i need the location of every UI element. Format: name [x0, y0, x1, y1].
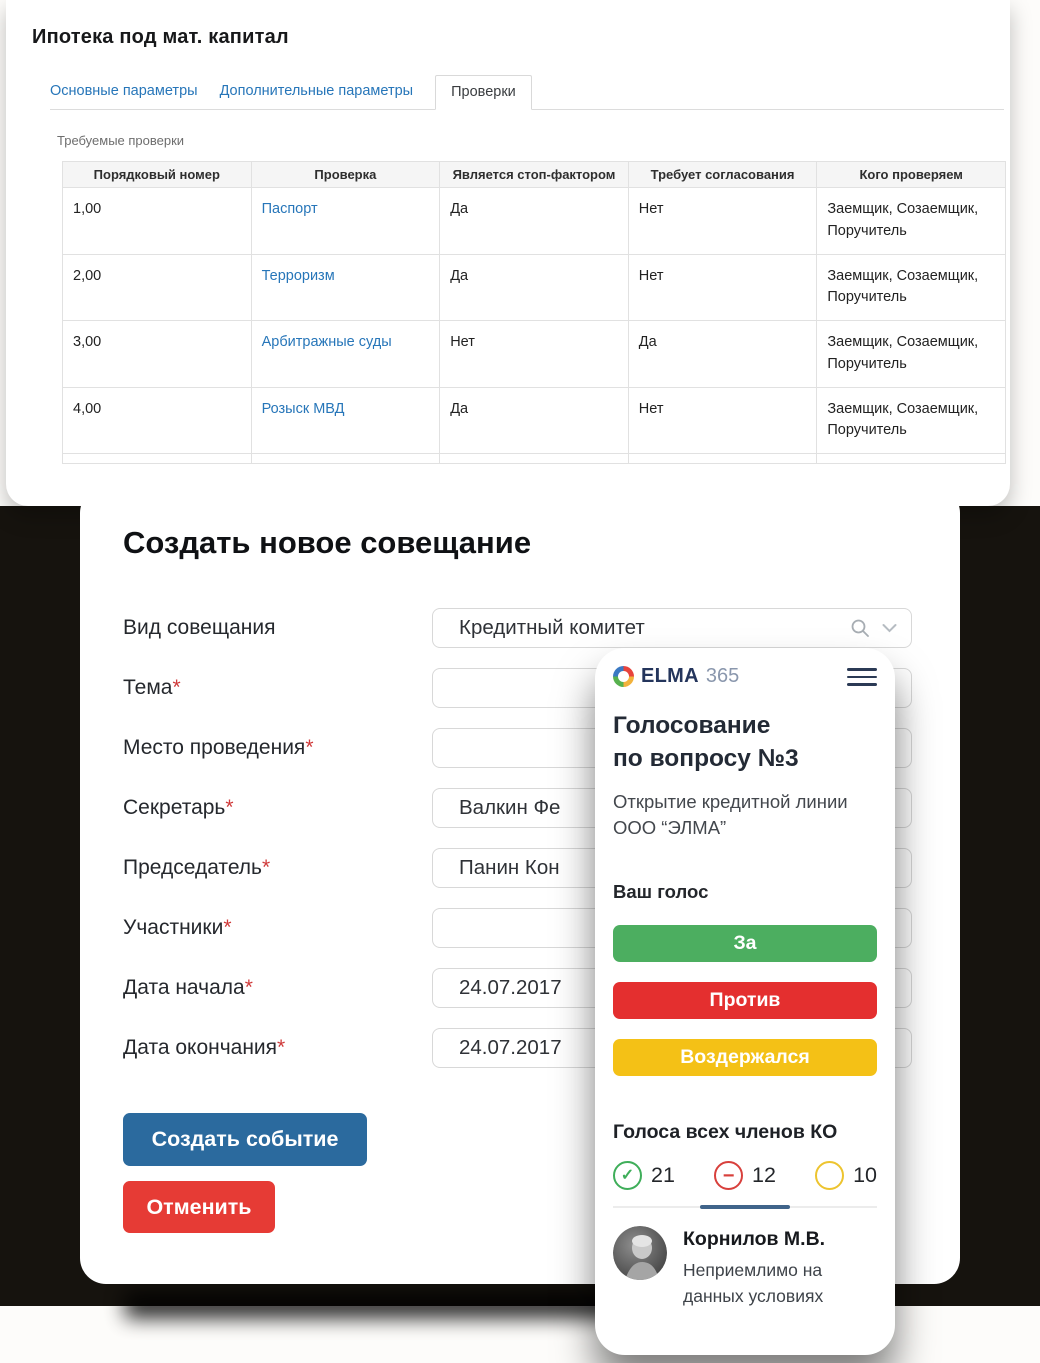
- cell-check-link[interactable]: Терроризм: [251, 254, 440, 321]
- total-abstained: 10: [815, 1161, 877, 1190]
- cell-check-link[interactable]: Розыск МВД: [251, 387, 440, 454]
- hamburger-menu-icon[interactable]: [847, 665, 877, 689]
- participants-label: Участники*: [123, 916, 232, 939]
- elma365-logo: ELMA 365: [613, 665, 739, 688]
- cell-number: 1,00: [63, 188, 252, 255]
- total-for: ✓ 21: [613, 1161, 675, 1190]
- votes-progress-divider: [613, 1206, 877, 1208]
- meeting-type-input[interactable]: Кредитный комитет: [432, 608, 912, 648]
- required-asterisk: *: [172, 676, 181, 699]
- checks-table: [62, 161, 1006, 464]
- empty-circle-icon: [815, 1161, 844, 1190]
- meeting-type-label: Вид совещания: [123, 616, 276, 639]
- member-comment: Неприемлимо на данных условиях: [683, 1260, 824, 1307]
- form-row-meeting-type: [123, 608, 913, 648]
- required-asterisk: *: [225, 796, 234, 819]
- phone-card: [595, 648, 895, 1355]
- secretary-label: Секретарь*: [123, 796, 234, 819]
- check-circle-icon: ✓: [613, 1161, 642, 1190]
- table-row-partial: [63, 454, 1006, 464]
- phone-header: [613, 665, 877, 689]
- cell-who: Заемщик, Созаемщик, Поручитель: [817, 254, 1006, 321]
- totals-row: [613, 1161, 877, 1190]
- table-row: [63, 188, 1006, 255]
- table-row: [63, 321, 1006, 388]
- start-date-label: Дата начала*: [123, 976, 253, 999]
- your-vote-label: Ваш голос: [613, 881, 709, 902]
- location-label: Место проведения*: [123, 736, 314, 759]
- tab-checks-active[interactable]: Проверки: [435, 75, 532, 110]
- chairman-input[interactable]: Панин Кон: [432, 848, 912, 888]
- cell-check-link[interactable]: Арбитражные суды: [251, 321, 440, 388]
- vote-buttons: [613, 925, 877, 1096]
- cell-approval: Нет: [628, 254, 817, 321]
- avatar: [613, 1226, 667, 1280]
- tab-bar: [50, 77, 1004, 110]
- member-vote-item: [613, 1226, 877, 1310]
- cell-approval: Нет: [628, 188, 817, 255]
- col-header-stop-factor: Является стоп-фактором: [440, 162, 629, 188]
- form-title: Создать новое совещание: [123, 525, 532, 560]
- cell-who: Заемщик, Созаемщик, Поручитель: [817, 188, 1006, 255]
- col-header-check: Проверка: [251, 162, 440, 188]
- table-label: Требуемые проверки: [57, 133, 185, 148]
- cell-approval: Да: [628, 321, 817, 388]
- col-header-number: Порядковый номер: [63, 162, 252, 188]
- topic-label: Тема*: [123, 676, 181, 699]
- total-against: − 12: [714, 1161, 776, 1190]
- member-info: [683, 1226, 877, 1310]
- process-card: [6, 0, 1010, 506]
- page-title: Ипотека под мат. капитал: [32, 26, 289, 48]
- search-icon[interactable]: [850, 618, 870, 638]
- chairman-label: Председатель*: [123, 856, 271, 879]
- col-header-approval: Требует согласования: [628, 162, 817, 188]
- cell-number: 3,00: [63, 321, 252, 388]
- start-date-input[interactable]: 24.07.2017: [432, 968, 912, 1008]
- required-asterisk: *: [223, 916, 232, 939]
- elma-ring-icon: [613, 666, 634, 687]
- cell-number: 2,00: [63, 254, 252, 321]
- voting-title: Голосование по вопросу №3: [613, 712, 799, 772]
- create-event-button[interactable]: Создать событие: [123, 1113, 367, 1166]
- table-row: [63, 254, 1006, 321]
- required-asterisk: *: [262, 856, 271, 879]
- required-asterisk: *: [277, 1036, 286, 1059]
- cell-who: Заемщик, Созаемщик, Поручитель: [817, 321, 1006, 388]
- cell-stop-factor: Да: [440, 387, 629, 454]
- cell-check-link[interactable]: Паспорт: [251, 188, 440, 255]
- required-asterisk: *: [305, 736, 314, 759]
- cell-who: Заемщик, Созаемщик, Поручитель: [817, 387, 1006, 454]
- table-header-row: [63, 162, 1006, 188]
- cell-stop-factor: Нет: [440, 321, 629, 388]
- cell-approval: Нет: [628, 387, 817, 454]
- totals-label: Голоса всех членов КО: [613, 1121, 838, 1143]
- col-header-who: Кого проверяем: [817, 162, 1006, 188]
- vote-for-button[interactable]: За: [613, 925, 877, 962]
- vote-against-button[interactable]: Против: [613, 982, 877, 1019]
- table-row: [63, 387, 1006, 454]
- cancel-button[interactable]: Отменить: [123, 1181, 275, 1233]
- secretary-input[interactable]: Валкин Фе: [432, 788, 912, 828]
- minus-circle-icon: −: [714, 1161, 743, 1190]
- member-name: Корнилов М.В.: [683, 1228, 826, 1250]
- voting-subject: Открытие кредитной линии ООО “ЭЛМА”: [613, 791, 848, 839]
- required-asterisk: *: [244, 976, 253, 999]
- end-date-label: Дата окончания*: [123, 1036, 286, 1059]
- cell-stop-factor: Да: [440, 254, 629, 321]
- tab-main-params[interactable]: Основные параметры: [50, 83, 198, 99]
- vote-abstain-button[interactable]: Воздержался: [613, 1039, 877, 1076]
- tab-extra-params[interactable]: Дополнительные параметры: [219, 83, 414, 99]
- cell-number: 4,00: [63, 387, 252, 454]
- end-date-input[interactable]: 24.07.2017: [432, 1028, 912, 1068]
- chevron-down-icon[interactable]: [882, 623, 897, 633]
- cell-stop-factor: Да: [440, 188, 629, 255]
